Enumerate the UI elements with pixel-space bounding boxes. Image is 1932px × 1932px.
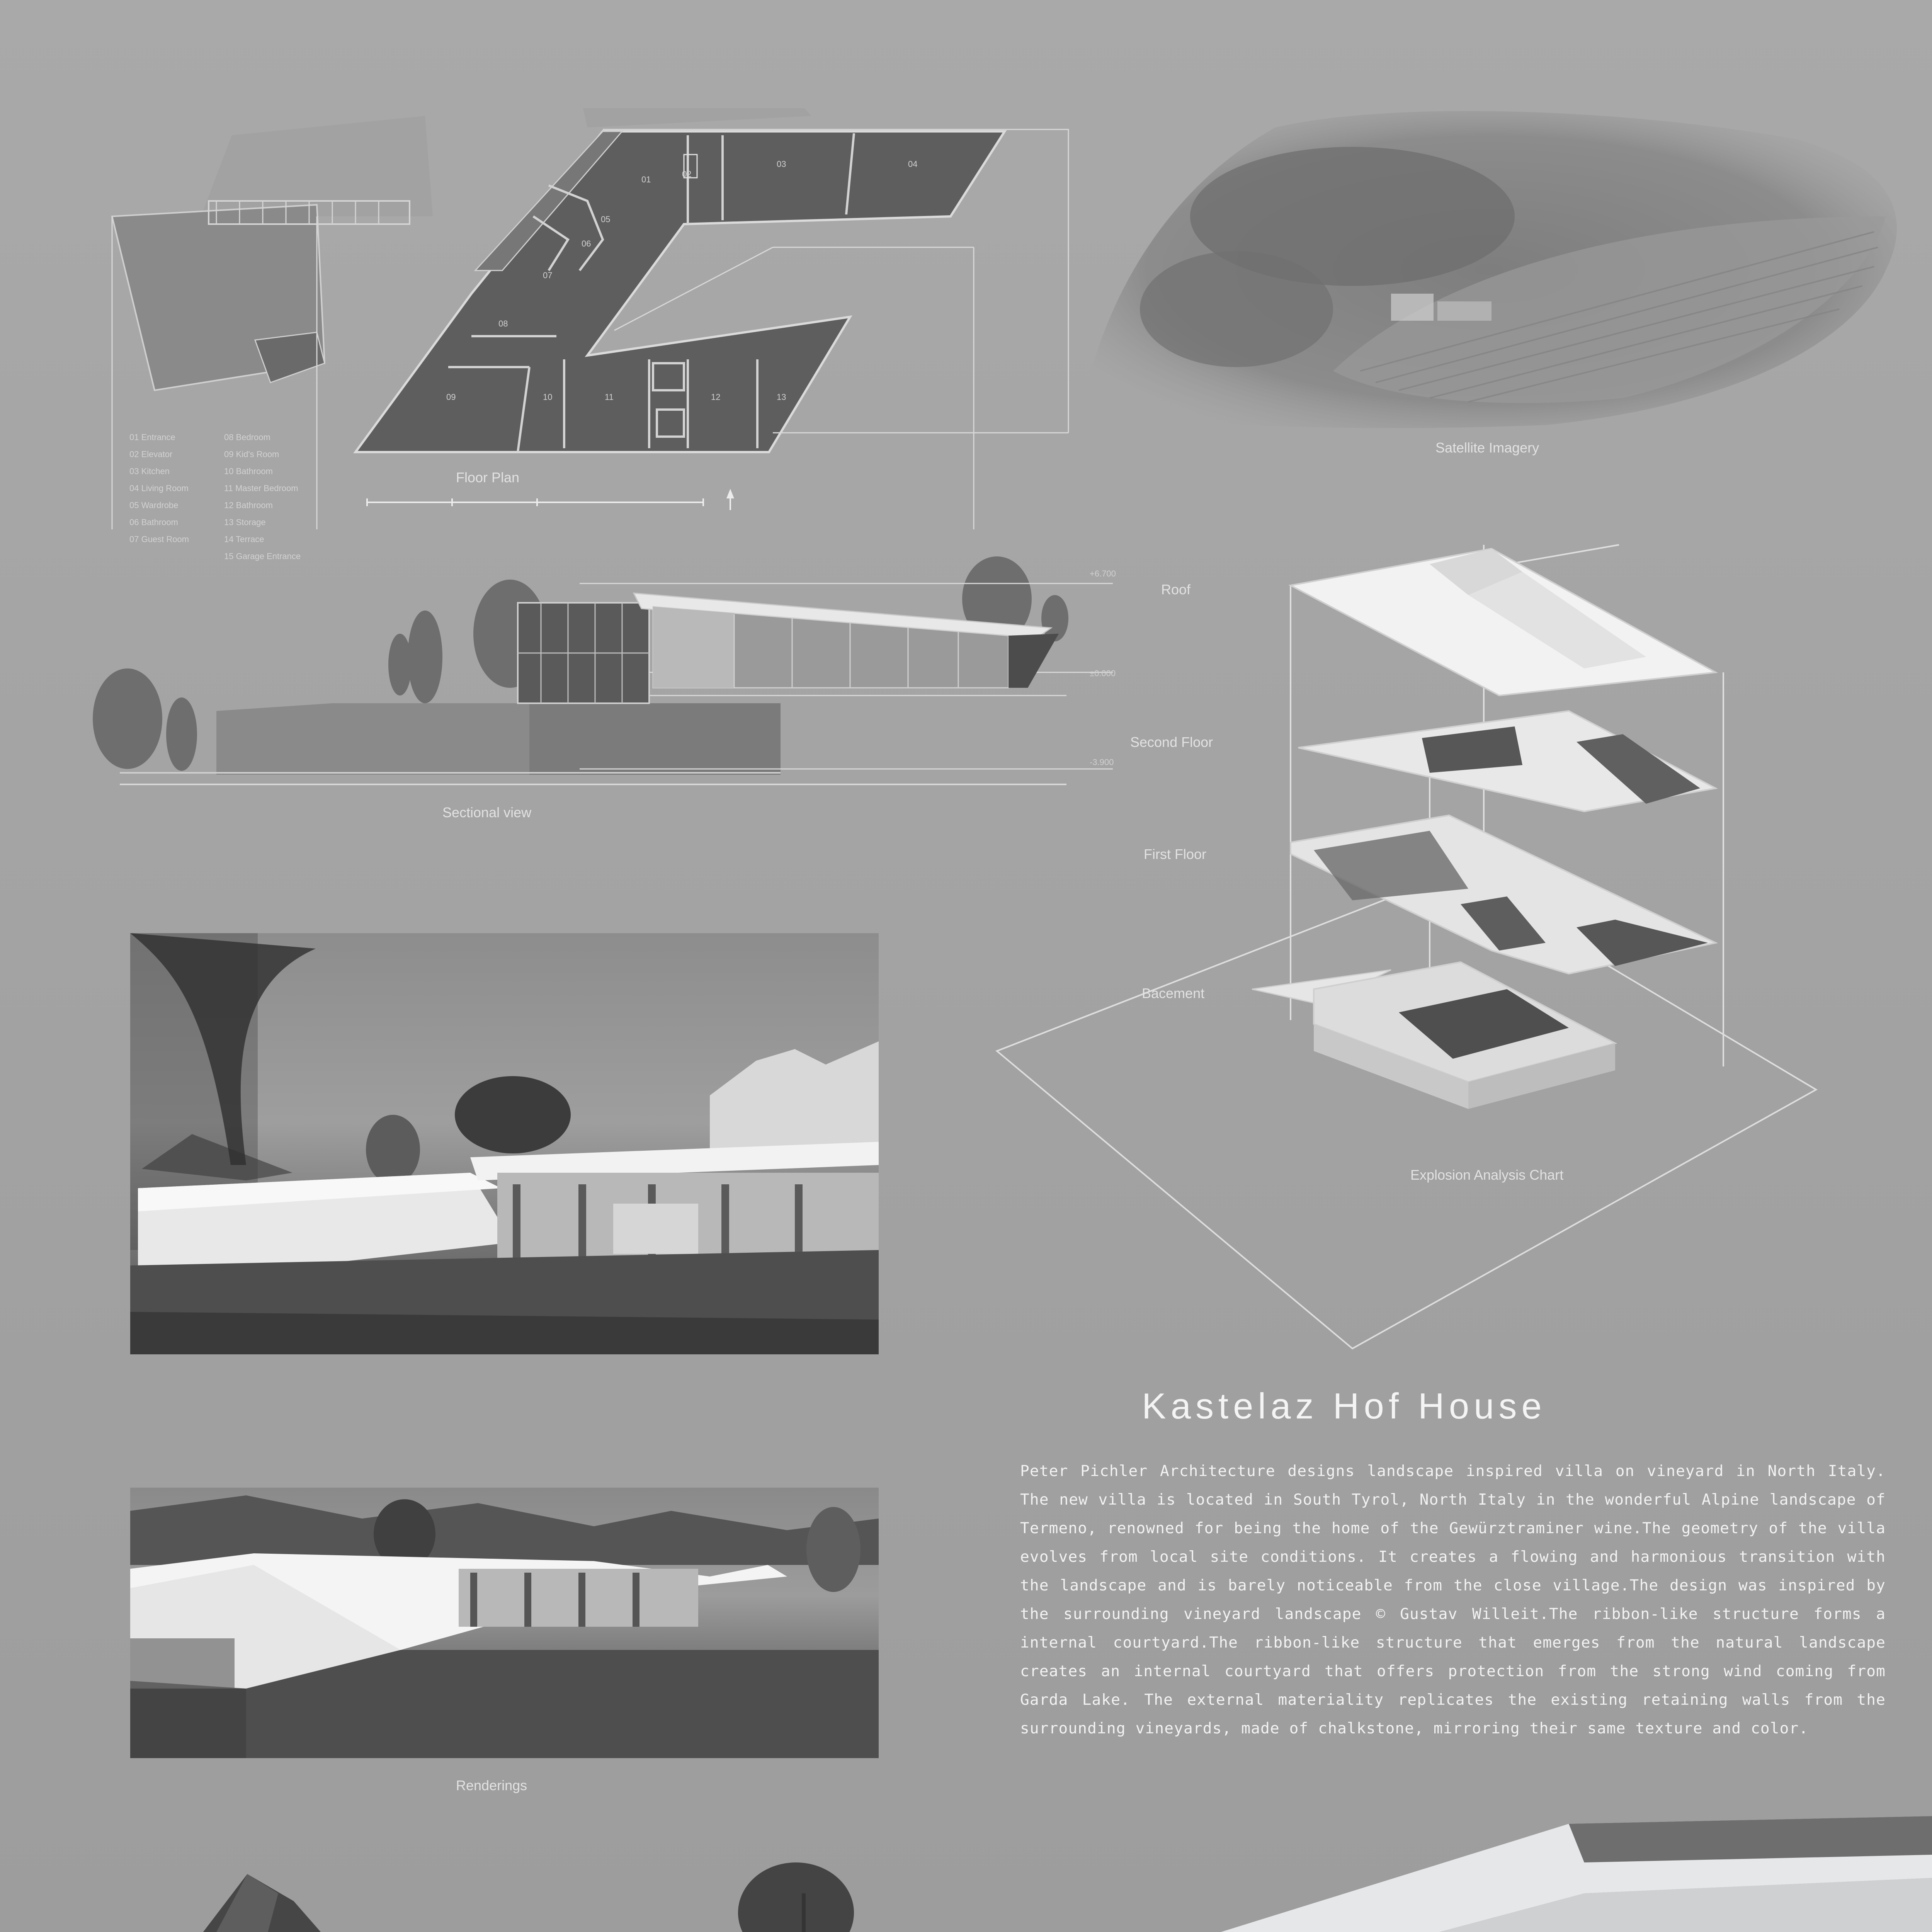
room-number: 04 <box>908 159 918 169</box>
project-title: Kastelaz Hof House <box>1142 1386 1546 1426</box>
sectional-view-drawing <box>85 533 1132 796</box>
room-number: 05 <box>601 214 611 224</box>
room-number: 11 <box>605 392 614 402</box>
legend-item: 12 Bathroom <box>224 500 273 510</box>
room-number: 03 <box>777 159 786 169</box>
legend-item: 01 Entrance <box>129 432 175 442</box>
room-number: 02 <box>682 169 692 179</box>
legend-item: 05 Wardrobe <box>129 500 179 510</box>
room-number: 12 <box>711 392 721 402</box>
elevation-label: ±0.000 <box>1090 668 1116 678</box>
legend-item: 09 Kid's Room <box>224 449 279 459</box>
legend-item: 10 Bathroom <box>224 466 273 476</box>
room-number: 01 <box>641 175 651 184</box>
explosion-label-basement: Bacement <box>1142 985 1205 1001</box>
legend-item: 02 Elevator <box>129 449 173 459</box>
sectional-view-caption: Sectional view <box>442 804 532 820</box>
satellite-image <box>1074 104 1909 444</box>
room-number: 09 <box>446 392 456 402</box>
elevation-label: +6.700 <box>1090 569 1116 578</box>
legend-item: 14 Terrace <box>224 534 264 544</box>
legend-item: 08 Bedroom <box>224 432 270 442</box>
legend-item: 03 Kitchen <box>129 466 170 476</box>
floor-plan-caption: Floor Plan <box>456 469 520 485</box>
explosion-label-first-floor: First Floor <box>1144 846 1206 862</box>
room-number: 08 <box>498 319 508 328</box>
room-number: 10 <box>543 392 553 402</box>
rendering-2 <box>130 1488 879 1758</box>
project-description: Peter Pichler Architecture designs landscape inspired villa on vineyard in North Italy. The new villa is located in South Tyrol, North Italy in the wonderful Alpine landscape of Termeno, renowned for being the home of the Gewürztraminer wine.The geometry of the villa evolves from local site conditions. It creates a flowing and harmonious transition with the landscape and is barely noticeable from the close village.The design was inspired by the surrounding vineyard landscape © Gustav Willeit.The ribbon-like structure forms a internal courtyard.The ribbon-like structure that emerges from the natural landscape creates an internal courtyard that offers protection from the strong wind coming from Garda Lake. The external materiality replicates the existing retaining walls from the surrounding vineyards, made of chalkstone, mirroring their same texture and color. <box>1020 1462 1886 1737</box>
explosion-label-second-floor: Second Floor <box>1130 734 1213 750</box>
renderings-caption: Renderings <box>456 1777 527 1793</box>
elevation-label: -3.900 <box>1090 757 1114 767</box>
explosion-analysis-chart <box>989 537 1828 1360</box>
legend-item: 11 Master Bedroom <box>224 483 298 493</box>
explosion-label-roof: Roof <box>1161 582 1191 597</box>
legend-item: 15 Garage Entrance <box>224 551 301 561</box>
satellite-caption: Satellite Imagery <box>1435 440 1539 456</box>
plan-legend-col1 <box>129 429 189 548</box>
legend-item: 13 Storage <box>224 517 266 527</box>
legend-item: 07 Guest Room <box>129 534 189 544</box>
legend-item: 04 Living Room <box>129 483 189 493</box>
room-number: 06 <box>582 239 591 248</box>
legend-item: 06 Bathroom <box>129 517 178 527</box>
room-number: 07 <box>543 270 553 280</box>
explosion-chart-caption: Explosion Analysis Chart <box>1410 1167 1564 1183</box>
rendering-1 <box>130 933 879 1354</box>
room-number: 13 <box>777 392 786 402</box>
main-rendering <box>0 1797 1932 1932</box>
